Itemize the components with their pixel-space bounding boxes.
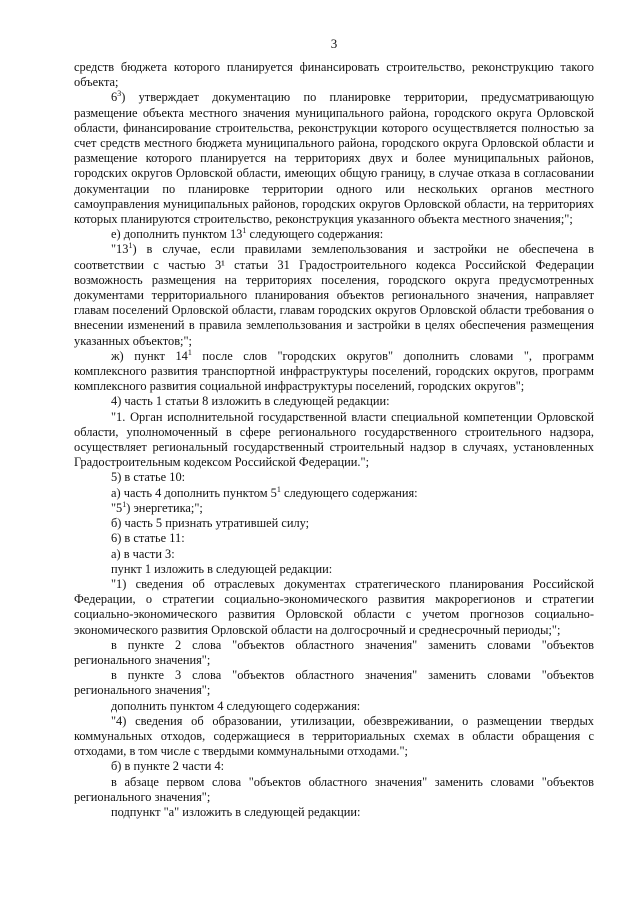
paragraph-15: в пункте 2 слова "объектов областного значения" заменить словами "объектов регионального значения"; <box>74 637 594 667</box>
paragraph-16: в пункте 3 слова "объектов областного значения" заменить словами "объектов регионального значения"; <box>74 668 594 698</box>
paragraph-5: 4) часть 1 статьи 8 изложить в следующей редакции: <box>111 394 390 409</box>
paragraph-2: е) дополнить пунктом $13^1$ следующего содержания: <box>111 226 384 242</box>
paragraph-12: а) в части 3: <box>111 546 175 561</box>
page-number: 3 <box>330 36 338 51</box>
paragraph-8: а) часть 4 дополнить пунктом $5^1$ следующего содержания: <box>111 484 418 500</box>
paragraph-11: 6) в статье 11: <box>111 531 185 546</box>
paragraph-4: ж) пункт $14^1$ после слов "городских округов" дополнить словами ", программ комплексного развития транспортной инфраструктуры поселений, городских округов, программ комплексного развития социальной инфраструктуры поселений, городских округов"; <box>74 347 594 394</box>
paragraph-3: "$13^1$) в случае, если правилами землепользования и застройки не обеспечена в соответствии с частью 3¹ статьи 31 Градостроительного кодекса Российской Федерации возможность размещения на территориях поселения, городского округа предусмотренных документами территориального планирования объектов регионального значения, направляет главам поселений Орловской области, главам городских округов Орловской области требования о внесении изменений в правила землепользования и застройки в целях обеспечения размещения указанных объектов;"; <box>74 241 594 348</box>
paragraph-10: б) часть 5 признать утратившей силу; <box>111 516 310 531</box>
paragraph-21: подпункт "а" изложить в следующей редакции: <box>111 804 361 819</box>
paragraph-14: "1) сведения об отраслевых документах стратегического планирования Российской Федерации, о стратегии социально-экономического развития макрорегионов и стратегии социально-экономического развития Орловской области с учетом прогнозов социально-экономического развития Орловской области на долгосрочный и среднесрочный периоды;"; <box>74 576 594 637</box>
paragraph-1: $6^3$) утверждает документацию по планировке территории, предусматривающую размещение объекта местного значения муниципального района, городского округа Орловской области, финансирование строительства, реконструкции которого осуществляется полностью за счет средств местного бюджета муниципального района, городского округа Орловской области и размещение которого планируется на территориях двух и более муниципальных районов, городских округов Орловской области, имеющих общую границу, в случае отказа в согласовании документации по планировке территории одного или нескольких органов местного самоуправления муниципальных районов, городских округов Орловской области, на территориях которых планируются строительство, реконструкция указанного объекта местного значения;"; <box>74 89 594 227</box>
paragraph-0: средств бюджета которого планируется финансировать строительство, реконструкцию такого объекта; <box>74 60 594 90</box>
paragraph-13: пункт 1 изложить в следующей редакции: <box>111 561 333 576</box>
paragraph-6: "1. Орган исполнительной государственной власти специальной компетенции Орловской области, уполномоченный в сфере регионального государственного строительного надзора, осуществляет региональный государственный строительный надзор в случаях, установленных Градостроительным кодексом Российской Федерации."; <box>74 409 594 470</box>
paragraph-20: в абзаце первом слова "объектов областного значения" заменить словами "объектов регионального значения"; <box>74 774 594 804</box>
paragraph-19: б) в пункте 2 части 4: <box>111 759 225 774</box>
paragraph-17: дополнить пунктом 4 следующего содержания: <box>111 698 361 713</box>
paragraph-7: 5) в статье 10: <box>111 470 186 485</box>
paragraph-9: "$5^1$) энергетика;"; <box>111 499 203 515</box>
paragraph-18: "4) сведения об образовании, утилизации, обезвреживании, о размещении твердых коммунальных отходов, содержащиеся в территориальных схемах в области обращения с отходами, в том числе с твердыми коммунальными отходами."; <box>74 713 594 759</box>
